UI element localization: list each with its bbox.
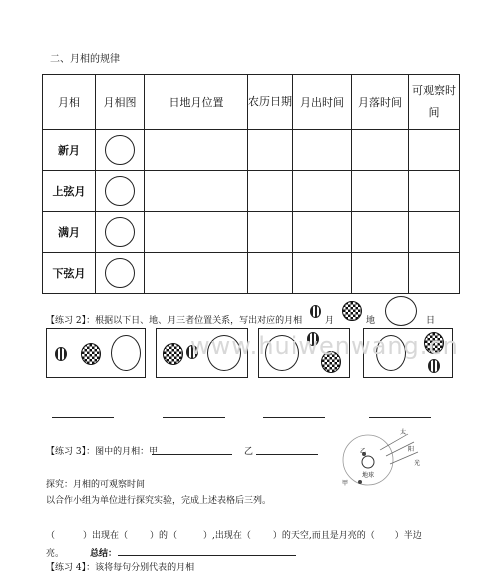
summary-line-2a: 亮。 (46, 549, 65, 559)
answer-blank-a[interactable] (152, 454, 232, 455)
summary-line-1: （ ）出现在（ ）的（ ）,出现在（ ）的天空,而且是月亮的（ ）半边 (46, 531, 422, 541)
legend-moon-label: 月 (325, 316, 335, 326)
explore-line-1: 探究：月相的可观察时间 (46, 480, 146, 490)
header-phase: 月相 (43, 75, 96, 130)
earth-legend-icon (342, 301, 362, 321)
diagram-label-a: 甲 (342, 480, 349, 487)
diagram-label-sun: 太 (400, 429, 407, 436)
moon-marker (358, 480, 362, 484)
sun-legend-icon (385, 296, 417, 326)
earth-icon (163, 343, 183, 365)
row-label-full-moon: 满月 (43, 212, 96, 253)
cutoff-text: 【练习 4】：该将每句分别代表的月相 (46, 563, 195, 573)
summary-blank[interactable] (118, 555, 296, 556)
moon-outline-icon (105, 217, 135, 247)
exercise3-text: 【练习 3】：图中的月相：甲 (46, 447, 159, 457)
diagram-label-sun3: 光 (414, 460, 421, 467)
section-title: 二、月相的规律 (50, 54, 120, 65)
legend-sun-label: 日 (426, 316, 436, 326)
watermark: www.huiwenwang.cn (190, 332, 459, 360)
header-phase-diagram: 月相图 (96, 75, 145, 130)
legend-earth-label: 地 (366, 316, 376, 326)
phase-circle-cell (96, 171, 145, 212)
table-header-row (43, 75, 460, 130)
moon-outline-icon (105, 258, 135, 288)
diagram-label-sun2: 阳 (408, 446, 415, 453)
moon-legend-icon (310, 305, 321, 318)
phase-circle-cell (96, 253, 145, 294)
table-row (43, 130, 460, 171)
moon-outline-icon (105, 135, 135, 165)
diagram-label-earth: 地球 (362, 472, 375, 479)
moon-outline-icon (105, 176, 135, 206)
row-label-new-moon: 新月 (43, 130, 96, 171)
answer-blank-2[interactable] (163, 417, 225, 418)
diagram-label-b: 乙 (360, 448, 367, 455)
sunlight-arrow (380, 434, 408, 450)
moon-icon (428, 359, 440, 373)
exercise2-text: 【练习 2】：根据以下日、地、月三者位置关系，写出对应的月相 (46, 316, 303, 326)
earth-icon (362, 456, 374, 468)
table-row (43, 212, 460, 253)
header-observe-time: 可观察时间 (409, 75, 460, 130)
moon-phase-table (42, 74, 460, 294)
position-diagram-1 (46, 328, 146, 378)
explore-line-2: 以合作小组为单位进行探究实验，完成上述表格后三列。 (46, 496, 272, 506)
table-row (43, 171, 460, 212)
sun-icon (111, 335, 141, 371)
exercise3-label-b: 乙 (244, 447, 254, 457)
row-label-first-quarter: 上弦月 (43, 171, 96, 212)
header-lunar-date: 农历日期 (248, 75, 293, 130)
answer-blank-b[interactable] (256, 454, 318, 455)
phase-circle-cell (96, 130, 145, 171)
row-label-last-quarter: 下弦月 (43, 253, 96, 294)
answer-blank-4[interactable] (369, 417, 431, 418)
table-row (43, 253, 460, 294)
summary-line-2b: 总结： (90, 549, 118, 559)
answer-blank-1[interactable] (52, 417, 114, 418)
header-moonrise: 月出时间 (293, 75, 352, 130)
phase-circle-cell (96, 212, 145, 253)
header-position: 日地月位置 (145, 75, 248, 130)
earth-icon (81, 343, 101, 365)
answer-blank-3[interactable] (263, 417, 325, 418)
moon-icon (55, 347, 67, 361)
header-moonset: 月落时间 (352, 75, 409, 130)
